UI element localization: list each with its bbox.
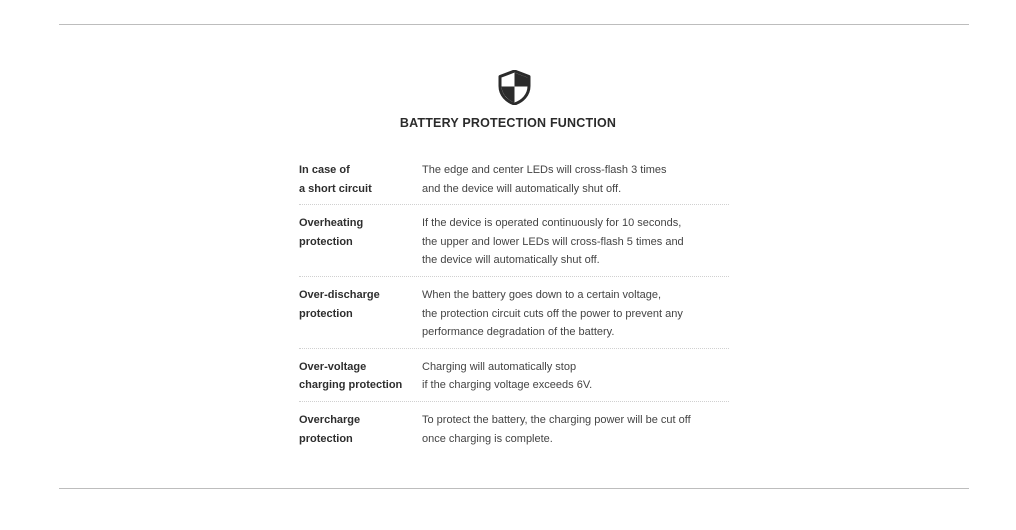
- bottom-divider: [59, 488, 969, 489]
- spec-description: If the device is operated continuously for 10 seconds, the upper and lower LEDs will cross-flash 5 times and the device will automatically shut off.: [422, 217, 684, 267]
- spec-label: Over-discharge protection: [299, 288, 380, 320]
- spec-label: In case of a short circuit: [299, 164, 372, 195]
- protection-spec-table: [299, 161, 729, 454]
- spec-description: Charging will automatically stop if the charging voltage exceeds 6V.: [422, 360, 593, 392]
- spec-label: Over-voltage charging protection: [299, 360, 403, 392]
- shield-icon: [498, 70, 531, 105]
- spec-description: When the battery goes down to a certain voltage, the protection circuit cuts off the power to prevent any performance degradation of the battery.: [422, 288, 683, 339]
- spec-row-over-discharge: [299, 286, 729, 349]
- spec-row-overcharge: [299, 411, 729, 454]
- spec-description: To protect the battery, the charging power will be cut off once charging is complete.: [422, 413, 691, 445]
- top-divider: [59, 24, 969, 25]
- spec-description: The edge and center LEDs will cross-flash 3 times and the device will automatically shut off.: [422, 164, 667, 195]
- spec-label: Overcharge protection: [299, 413, 361, 445]
- section-title: BATTERY PROTECTION FUNCTION: [399, 116, 617, 130]
- spec-label: Overheating protection: [299, 217, 364, 248]
- spec-row-overheating: [299, 214, 729, 277]
- spec-row-over-voltage: [299, 358, 729, 402]
- spec-row-short-circuit: [299, 161, 729, 205]
